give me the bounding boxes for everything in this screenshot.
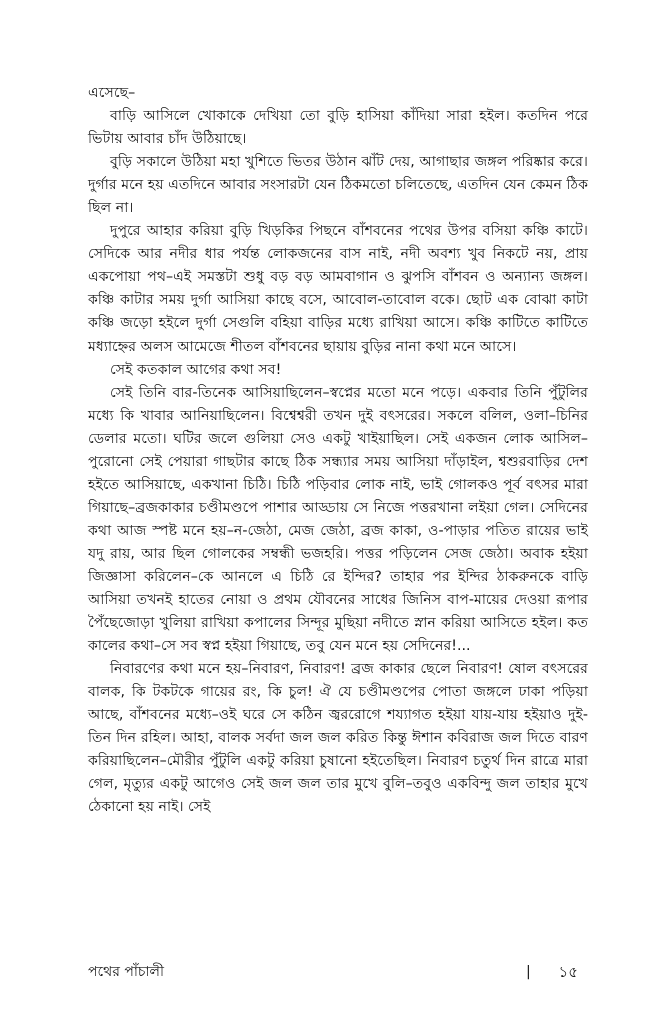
- page-number: ১৫: [558, 963, 578, 981]
- paragraph: বুড়ি সকালে উঠিয়া মহা খুশিতে ভিতর উঠান ঝাঁট দেয়, আগাছার জঙ্গল পরিষ্কার করে। দুর্গার মনে হয় এতদিনে আবার সংসারটা যেন ঠিকমতো চলিতেছে, এতদিন যেন কেমন ঠিক ছিল না।: [88, 154, 588, 217]
- paragraph: সেই কতকাল আগের কথা সব!: [110, 361, 282, 378]
- page-footer: [88, 960, 588, 984]
- paragraph: বাড়ি আসিলে খোকাকে দেখিয়া তো বুড়ি হাসিয়া কাঁদিয়া সারা হইল। কতদিন পরে ভিটায় আবার চাঁদ উঠিয়াছে।: [88, 108, 588, 148]
- running-footer-title: পথের পাঁচালী: [88, 964, 164, 980]
- paragraph: সেই তিনি বার-তিনেক আসিয়াছিলেন–স্বপ্নের মতো মনে পড়ে। একবার তিনি পুঁটুলির মধ্যে কি খাবার আনিয়াছিলেন। বিশ্বেশ্বরী তখন দুই বৎসরের। সকলে বলিল, ওলা–চিনির ডেলার মতো। ঘটির জলে গুলিয়া সেও একটু খাইয়াছিল। সেই একজন লোক আসিল–পুরোনো সেই পেয়ারা গাছটার কাছে ঠিক সন্ধ্যার সময় আসিয়া দাঁড়াইল, শ্বশুরবাড়ির দেশ হইতে আসিয়াছে, একখানা চিঠি। চিঠি পড়িবার লোক নাই, ভাই গোলকও পূর্ব বৎসর মারা গিয়াছে–ব্রজকাকার চণ্ডীমণ্ডপে পাশার আড্ডায় সে নিজে পত্তরখানা লইয়া গেল। সেদিনের কথা আজ স্পষ্ট মনে হয়–ন-জেঠা, মেজ জেঠা, ব্রজ কাকা, ও-পাড়ার পতিত রায়ের ভাই যদু রায়, আর ছিল গোলকের সম্বন্ধী ভজহরি। পত্তর পড়িলেন সেজ জেঠা। অবাক হইয়া জিজ্ঞাসা করিলেন–কে আনলে এ চিঠি রে ইন্দির? তাহার পর ইন্দির ঠাকরুনকে বাড়ি আসিয়া তখনই হাতের নোয়া ও প্রথম যৌবনের সাধের জিনিস বাপ-মায়ের দেওয়া রূপার পৈঁছেজোড়া খুলিয়া রাখিয়া কপালের সিন্দূর মুছিয়া নদীতে স্নান করিয়া আসিতে হইল। কত কালের কথা–সে সব স্বপ্ন হইয়া গিয়াছে, তবু যেন মনে হয় সেদিনের!...: [88, 384, 588, 655]
- paragraph: নিবারণের কথা মনে হয়–নিবারণ, নিবারণ! ব্রজ কাকার ছেলে নিবারণ! ষোল বৎসরের বালক, কি টকটকে গায়ের রং, কি চুল! ঐ যে চণ্ডীমণ্ডপের পোতা জঙ্গলে ঢাকা পড়িয়া আছে, বাঁশবনের মধ্যে–ওই ঘরে সে কঠিন জ্বররোগে শয্যাগত হইয়া যায়-যায় হইয়াও দুই-তিন দিন রহিল। আহা, বালক সর্বদা জল জল করিত কিন্তু ঈশান কবিরাজ জল দিতে বারণ করিয়াছিলেন–মৌরীর পুঁটুলি একটু করিয়া চুষানো হইতেছিল। নিবারণ চতুর্থ দিন রাত্রে মারা গেল, মৃত্যুর একটু আগেও সেই জল জল তার মুখে বুলি–তবুও একবিন্দু জল তাহার মুখে ঠেকানো হয় নাই। সেই: [88, 661, 588, 816]
- footer-separator: |: [526, 964, 531, 980]
- paragraph: দুপুরে আহার করিয়া বুড়ি খিড়কির পিছনে বাঁশবনের পথের উপর বসিয়া কঞ্চি কাটে। সেদিকে আর নদীর ধার পর্যন্ত লোকজনের বাস নাই, নদী অবশ্য খুব নিকটে নয়, প্রায় একপোয়া পথ–এই সমস্তটা শুধু বড় বড় আমবাগান ও ঝুপসি বাঁশবন ও অন্যান্য জঙ্গল। কঞ্চি কাটার সময় দুর্গা আসিয়া কাছে বসে, আবোল-তাবোল বকে। ছোট এক বোঝা কাটা কঞ্চি জড়ো হইলে দুর্গা সেগুলি বহিয়া বাড়ির মধ্যে রাখিয়া আসে। কঞ্চি কাটিতে কাটিতে মধ্যাহ্নের অলস আমেজে শীতল বাঁশবনের ছায়ায় বুড়ির নানা কথা মনে আসে।: [88, 223, 588, 355]
- paragraph-fragment: এসেছে–: [88, 85, 136, 101]
- page-body: [88, 82, 588, 820]
